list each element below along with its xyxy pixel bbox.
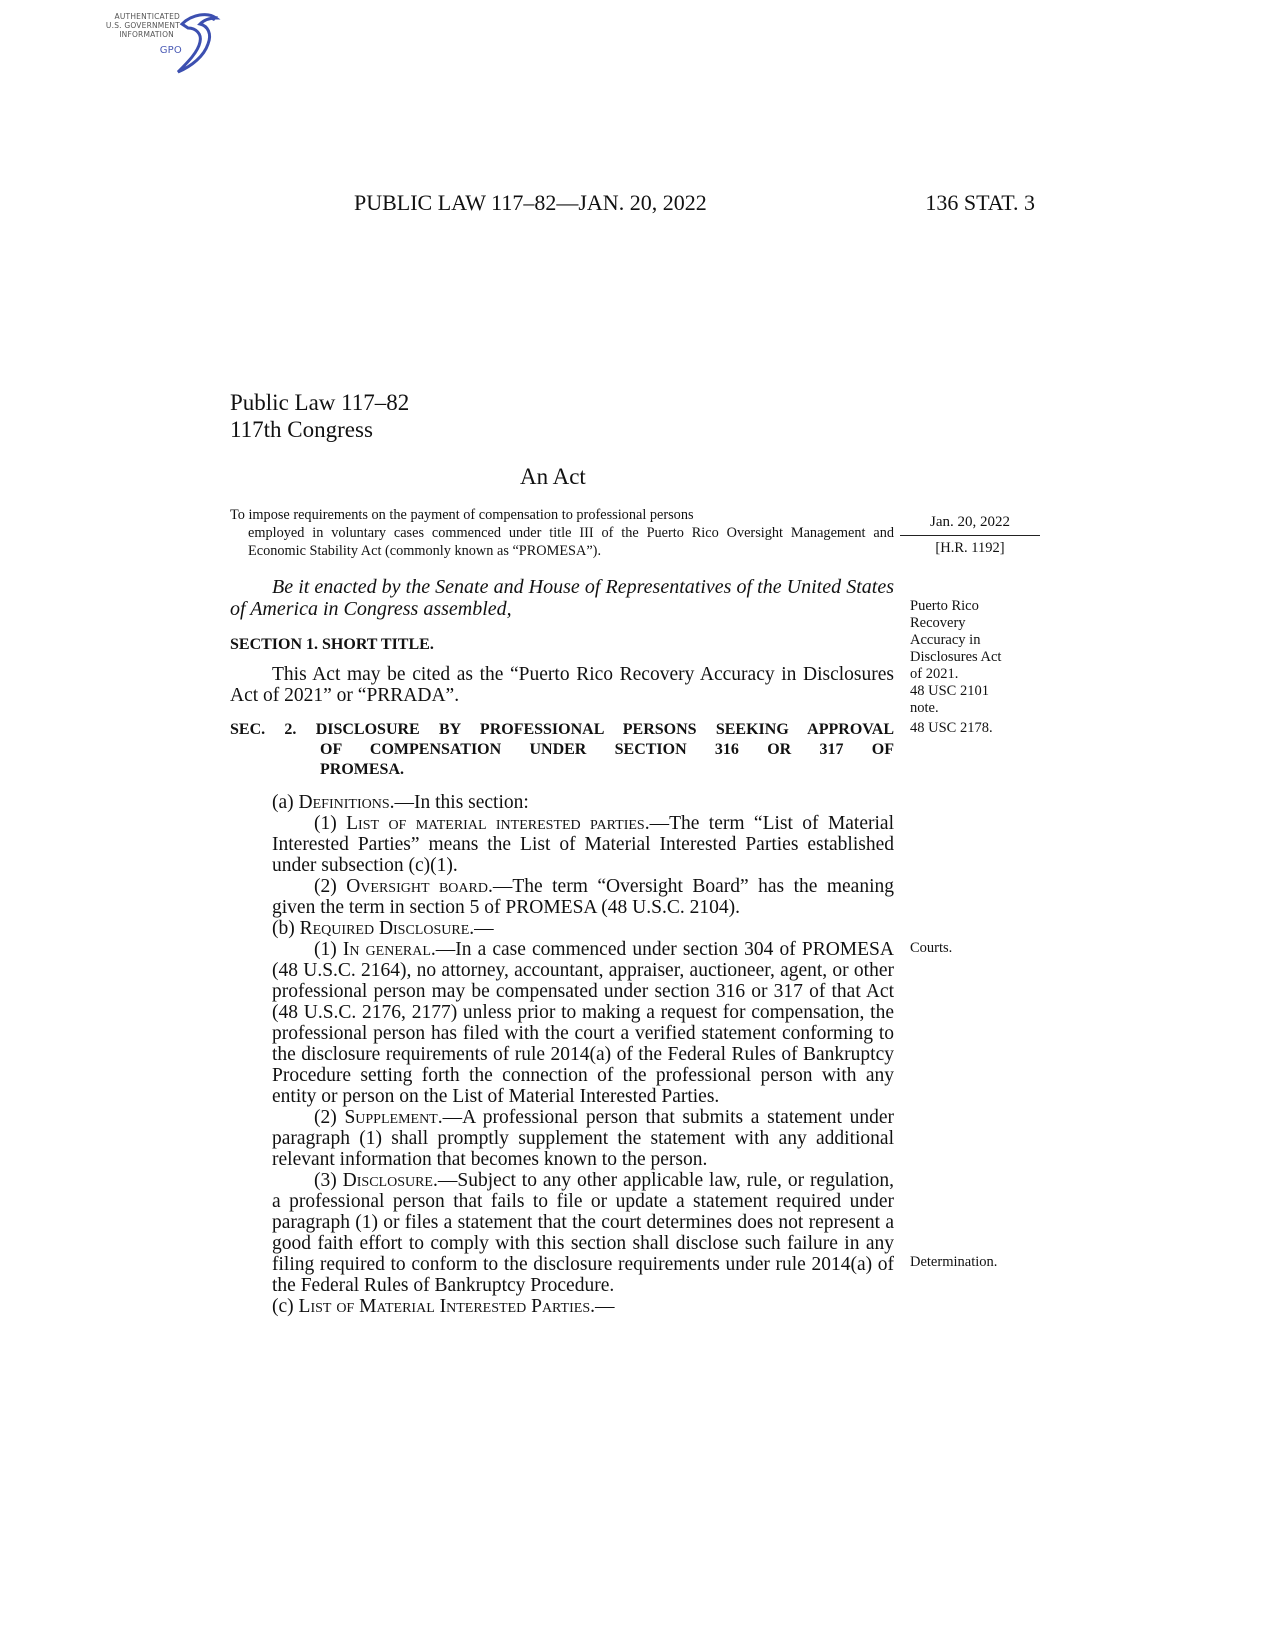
seal-line-3: INFORMATION [119,30,174,39]
paragraph-a1-label: (1) [314,813,347,834]
paragraph-a2-text: .—The term “Oversight Board” has the meaning given the term in section 5 of PROMESA (48 U.S.C. 2104). [272,876,894,918]
paragraph-b2 [272,1107,894,1170]
section-2-heading-line-3: PROMESA. [320,761,404,778]
seal-gpo-text: GPO [159,45,182,56]
paragraph-b2-text: .—A professional person that submits a statement under paragraph (1) shall promptly supplement the statement with any additional relevant information that becomes known to the person. [272,1107,894,1170]
paragraph-b1-label: (1) [314,939,343,960]
paragraph-b2-caption: Supplement [344,1107,438,1128]
subsection-a-text: .—In this section: [389,792,529,813]
subsection-c-label: (c) [272,1296,299,1317]
paragraph-a2-caption: Oversight board [346,876,488,897]
paragraph-b1-text: .—In a case commenced under section 304 of PROMESA (48 U.S.C. 2164), no attorney, accountant, appraiser, auctioneer, agent, or other professional person may be compensated under section 316 or 317 of that Act (48 U.S.C. 2176, 2177) unless prior to making a request for compensation, the professional person has filed with the court a verified statement conforming to the disclosure requirements of rule 2014(a) of the Federal Rules of Bankruptcy Procedure setting forth the connection of the professional person with any entity or person on the List of Material Interested Parties. [272,939,894,1107]
paragraph-b2-label: (2) [314,1107,345,1128]
paragraph-a2-label: (2) [314,876,347,897]
purpose-first-line: To impose requirements on the payment of compensation to professional persons [230,507,694,523]
subsection-b [272,918,894,939]
side-note-short-title [910,598,1001,717]
paragraph-b1 [272,939,894,1107]
section-2-heading-line-2: OF COMPENSATION UNDER SECTION 316 OR 317 OF [320,741,894,758]
date-divider [900,535,1040,536]
paragraph-b3-caption: Disclosure [342,1170,433,1191]
section-1-text: This Act may be cited as the “Puerto Rico Recovery Accuracy in Disclosures Act of 2021” or “PRRADA”. [230,664,894,706]
seal-line-1: AUTHENTICATED [114,12,180,21]
side-note-line-2: Recovery [910,615,966,631]
side-note-line-4: Disclosures Act [910,649,1002,665]
side-note-line-1: Puerto Rico [910,598,979,614]
subsection-a-label: (a) [272,792,299,813]
paragraph-b3-text: .—Subject to any other applicable law, rule, or regulation, a professional person that fails to file or update a statement required under paragraph (1) or files a statement that the court determines does not represent a good faith effort to comply with this section shall disclose such failure in any filing required to conform to the disclosure requirements under rule 2014(a) of the Federal Rules of Bankruptcy Procedure. [272,1170,894,1296]
running-head-left: PUBLIC LAW 117–82—JAN. 20, 2022 [354,190,707,215]
paragraph-a2 [272,876,894,918]
side-note-line-6: 48 USC 2101 [910,683,989,699]
paragraph-b1-caption: In general [342,939,431,960]
side-note-line-7: note. [910,700,939,716]
paragraph-b3 [272,1170,894,1296]
running-head-right: 136 STAT. 3 [925,190,1035,215]
side-note-sec2: 48 USC 2178. [910,720,993,736]
public-law-number: Public Law 117–82 [230,390,410,415]
subsection-b-label: (b) [272,918,300,939]
subsection-a-caption: Definitions [298,792,390,813]
gpo-seal [92,8,232,78]
paragraph-a1 [272,813,894,876]
seal-line-2: U.S. GOVERNMENT [105,21,180,30]
subsection-b-caption: Required Disclosure [299,918,470,939]
paragraph-a1-caption: List of material interested parties [346,813,645,834]
act-purpose [230,506,894,560]
enacting-clause: Be it enacted by the Senate and House of Representatives of the United States of America in Congress assembled, [230,576,894,620]
subsection-b-text: .— [469,918,494,939]
bill-number: [H.R. 1192] [935,540,1005,556]
subsection-a [272,792,894,813]
side-note-line-5: of 2021. [910,666,959,682]
subsection-c-caption: List of Material Interested Parties [298,1296,591,1317]
side-note-courts: Courts. [910,940,953,956]
paragraph-b3-label: (3) [314,1170,343,1191]
section-2-body [272,792,894,1317]
act-heading: An Act [520,464,586,489]
subsection-c [272,1296,894,1317]
purpose-continued: employed in voluntary cases commenced under title III of the Puerto Rico Oversight Management and Economic Stability Act (commonly known as “PROMESA”). [248,525,894,559]
congress-number: 117th Congress [230,417,373,442]
paragraph-a1-text: .—The term “List of Material Interested Parties” means the List of Material Interested Parties established under subsection (c)(1). [272,813,894,876]
side-note-line-3: Accuracy in [910,632,981,648]
side-note-determination: Determination. [910,1254,998,1270]
section-2-heading-line-1: SEC. 2. DISCLOSURE BY PROFESSIONAL PERSONS SEEKING APPROVAL [230,721,894,738]
enactment-date: Jan. 20, 2022 [930,514,1010,530]
subsection-c-text: .— [590,1296,615,1317]
section-1-heading: SECTION 1. SHORT TITLE. [230,636,434,653]
eagle-icon [164,8,224,78]
section-2-heading [230,720,894,780]
